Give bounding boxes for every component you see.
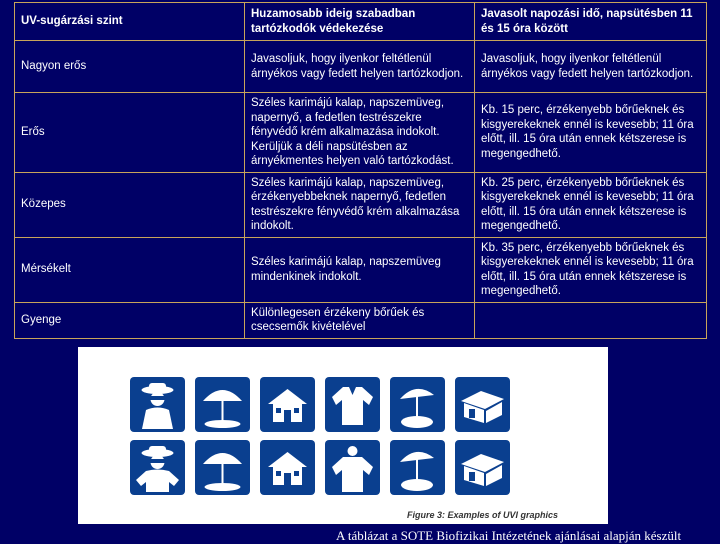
- uv-level-cell: Mérsékelt: [15, 237, 245, 302]
- protection-cell: Különlegesen érzékeny bőrűek és csecsemők kivételével: [245, 302, 475, 338]
- sunbathing-cell: Kb. 35 perc, érzékenyebb bőrűeknek és kisgyerekeknek ennél is kevesebb; 11 óra előtt, ill. 15 óra után ennek kétszerese is megengedhető.: [475, 237, 707, 302]
- parasol-beach-icon: [390, 377, 445, 432]
- uvi-graphics-figure: [78, 347, 608, 524]
- sunbathing-cell: Kb. 25 perc, érzékenyebb bőrűeknek és kisgyerekeknek ennél is kevesebb; 11 óra előtt, ill. 15 óra után ennek kétszerese is megengedhető.: [475, 172, 707, 237]
- uv-level-cell: Közepes: [15, 172, 245, 237]
- uv-level-cell: Erős: [15, 93, 245, 173]
- header-protection: Huzamosabb ideig szabadban tartózkodók védekezése: [245, 3, 475, 41]
- table-row: [15, 41, 707, 93]
- protection-cell: Javasoljuk, hogy ilyenkor feltétlenül árnyékos vagy fedett helyen tartózkodjon.: [245, 41, 475, 93]
- protection-cell: Széles karimájú kalap, napszemüveg, érzékenyebbeknek napernyő, fedetlen testrészekre fényvédő krém alkalmazása indokolt.: [245, 172, 475, 237]
- source-note: A táblázat a SOTE Biofizikai Intézetének ajánlásai alapján készült: [336, 528, 682, 543]
- hat-sunglasses-person-icon: [130, 440, 185, 495]
- long-sleeve-shirt-icon: [325, 377, 380, 432]
- icon-grid: [130, 377, 510, 495]
- house-icon: [260, 377, 315, 432]
- sunbathing-cell: Javasoljuk, hogy ilyenkor feltétlenül árnyékos vagy fedett helyen tartózkodjon.: [475, 41, 707, 93]
- protection-cell: Széles karimájú kalap, napszemüveg mindenkinek indokolt.: [245, 237, 475, 302]
- parasol-icon: [195, 377, 250, 432]
- sunbathing-cell: Kb. 15 perc, érzékenyebb bőrűeknek és kisgyerekeknek ennél is kevesebb; 11 óra előtt, ill. 15 óra után ennek kétszerese is megengedhető.: [475, 93, 707, 173]
- table-header-row: [15, 3, 707, 41]
- long-sleeve-shirt-icon: [325, 440, 380, 495]
- figure-caption: Figure 3: Examples of UVI graphics: [406, 510, 558, 520]
- hat-sunglasses-person-icon: [130, 377, 185, 432]
- uv-level-cell: Nagyon erős: [15, 41, 245, 93]
- table-row: [15, 172, 707, 237]
- shelter-hut-icon: [455, 377, 510, 432]
- house-icon: [260, 440, 315, 495]
- parasol-beach-icon: [390, 440, 445, 495]
- protection-cell: Széles karimájú kalap, napszemüveg, napernyő, a fedetlen testrészekre fényvédő krém alkalmazása indokolt. Kerüljük a déli napsütésben az árnyékmentes helyen való tartózkodást.: [245, 93, 475, 173]
- table-row: [15, 302, 707, 338]
- uv-protection-table: [14, 2, 707, 339]
- sunbathing-cell: [475, 302, 707, 338]
- table-row: [15, 237, 707, 302]
- parasol-icon: [195, 440, 250, 495]
- shelter-hut-icon: [455, 440, 510, 495]
- uv-level-cell: Gyenge: [15, 302, 245, 338]
- table-row: [15, 93, 707, 173]
- header-uv-level: UV-sugárzási szint: [15, 3, 245, 41]
- header-sunbathing-time: Javasolt napozási idő, napsütésben 11 és 15 óra között: [475, 3, 707, 41]
